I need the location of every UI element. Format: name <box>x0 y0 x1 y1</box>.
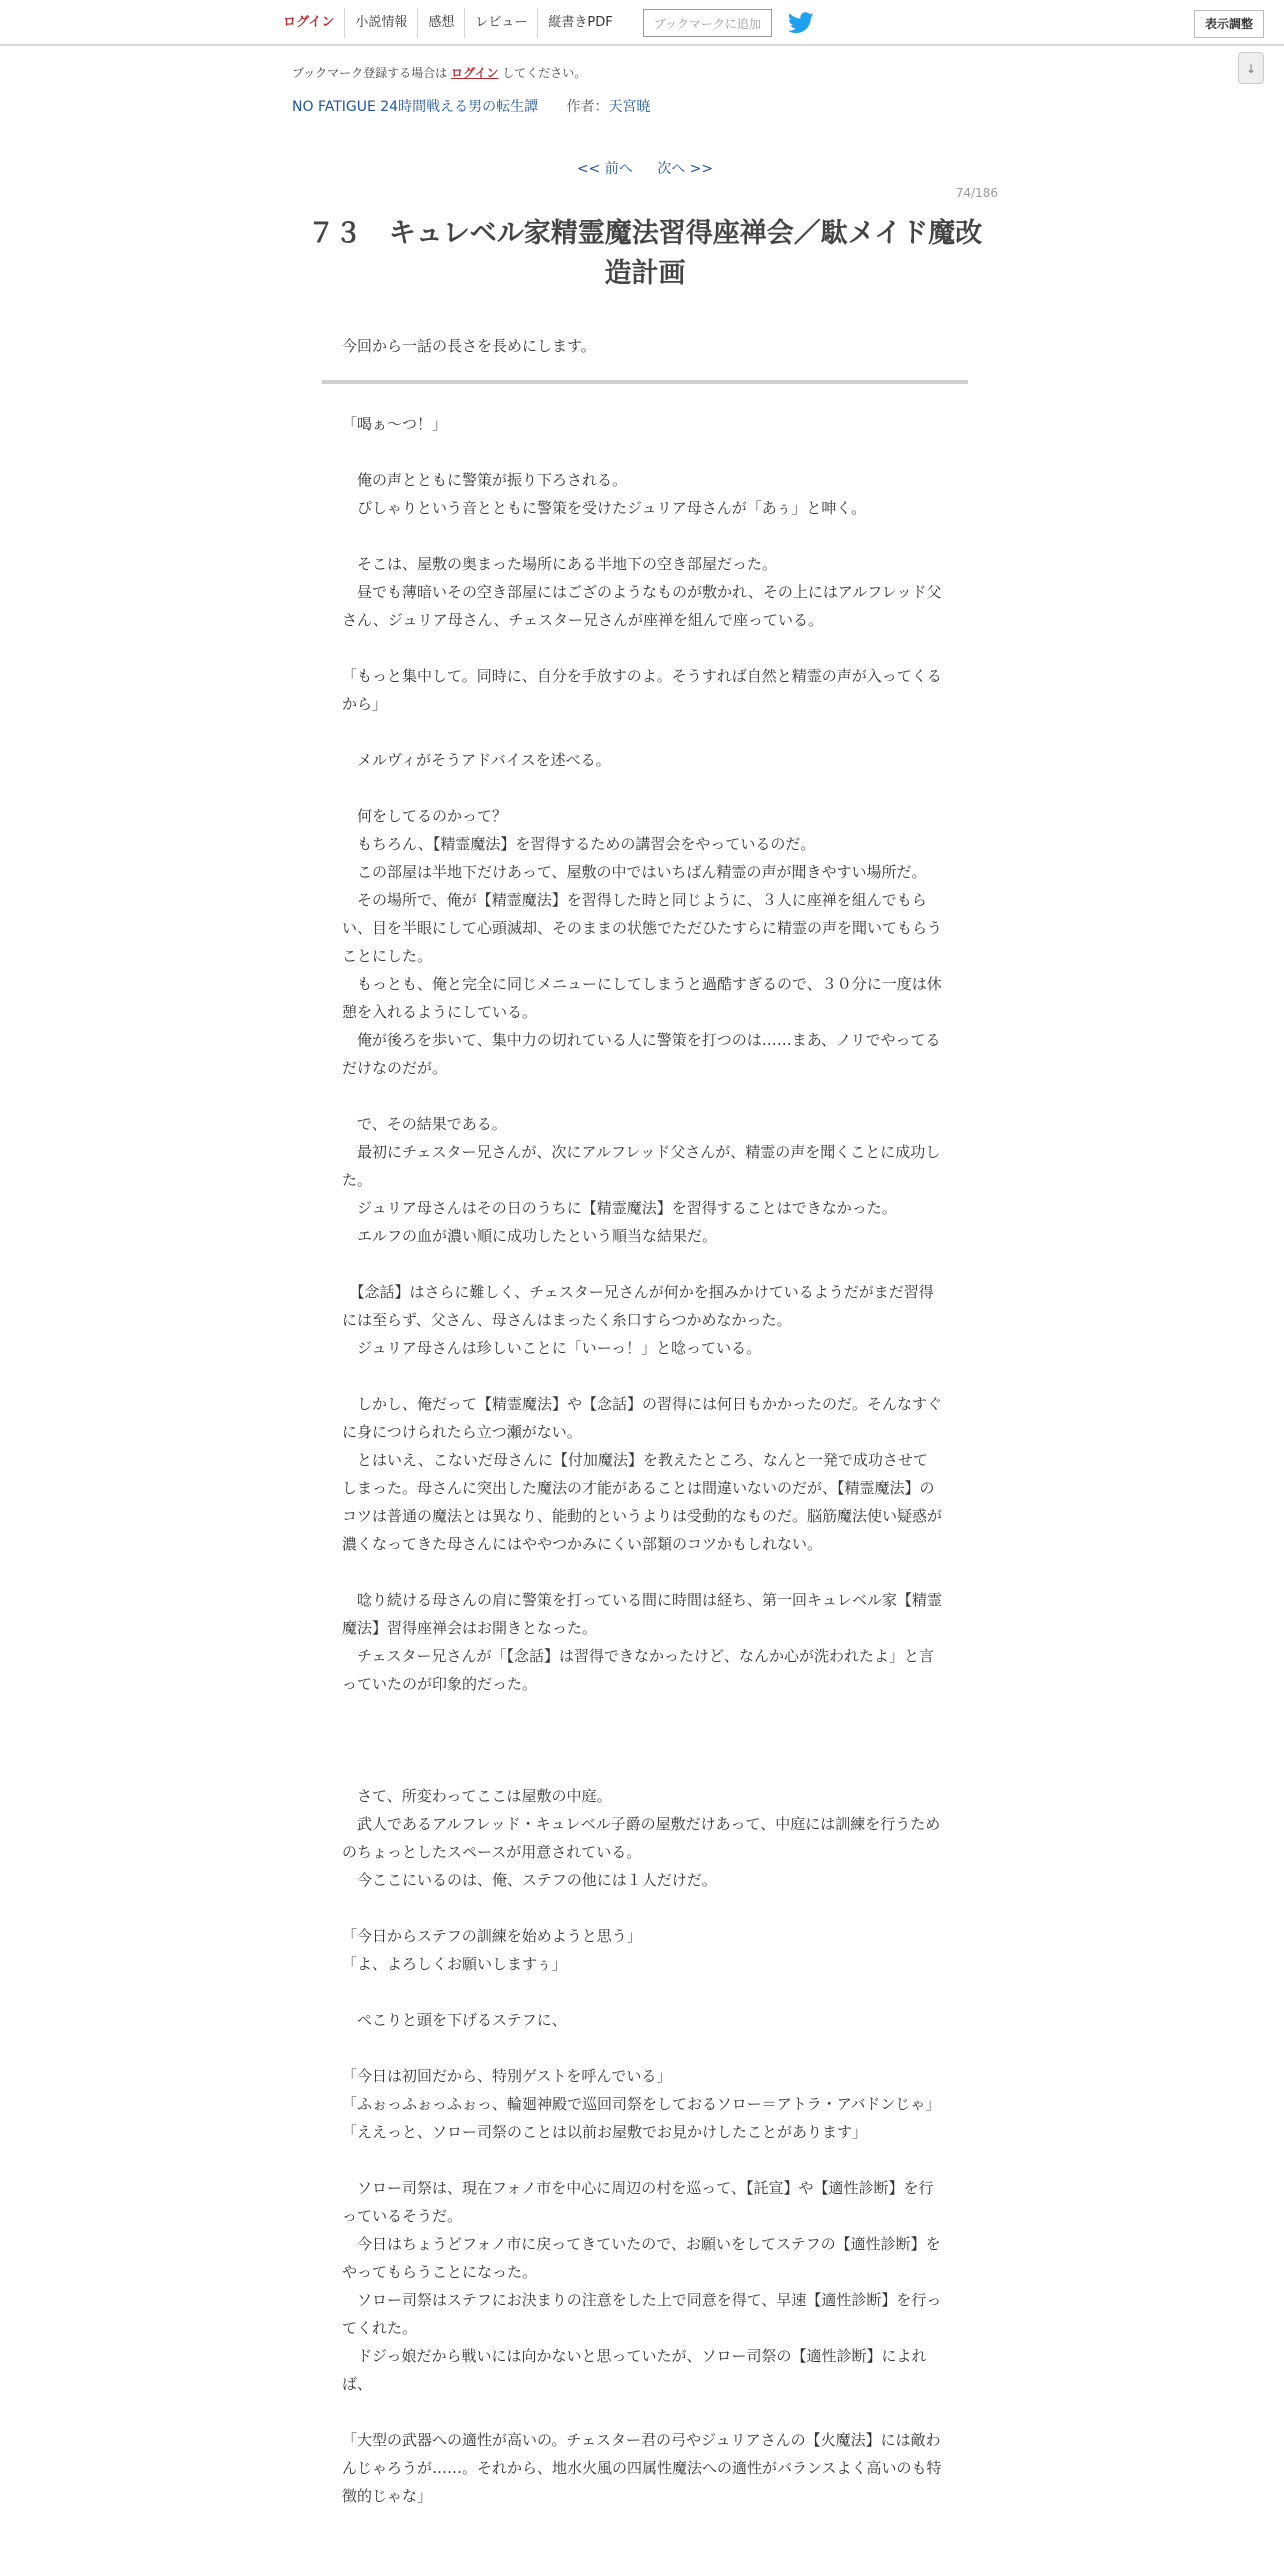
body-paragraph: 「もっと集中して。同時に、自分を手放すのよ。そうすれば自然と精霊の声が入ってくるから」 <box>342 667 942 713</box>
body-paragraph: もちろん、【精霊魔法】を習得するための講習会をやっているのだ。 <box>342 835 816 853</box>
impressions-link[interactable]: 感想 <box>417 8 464 38</box>
next-chapter-link[interactable]: 次へ >> <box>657 161 714 177</box>
body-paragraph <box>342 1754 942 1782</box>
series-title-link[interactable]: NO FATIGUE 24時間戦える男の転生譚 <box>292 99 539 115</box>
body-paragraph: さて、所変わってここは屋敷の中庭。 <box>342 1787 612 1805</box>
body-paragraph: ジュリア母さんはその日のうちに【精霊魔法】を習得することはできなかった。 <box>342 1199 897 1217</box>
body-paragraph <box>342 1362 942 1390</box>
body-paragraph: 武人であるアルフレッド・キュレベル子爵の屋敷だけあって、中庭には訓練を行うためのちょっとしたスペースが用意されている。 <box>342 1815 941 1861</box>
author-link[interactable]: 天宮暁 <box>608 99 651 115</box>
body-paragraph <box>342 1082 942 1110</box>
chapter-title: ７３ キュレベル家精霊魔法習得座禅会／駄メイド魔改造計画 <box>307 218 983 289</box>
body-paragraph: 何をしてるのかって？ <box>342 807 508 825</box>
body-paragraph: 「今日からステフの訓練を始めようと思う」 <box>342 1927 642 1945</box>
body-paragraph: 今日はちょうどフォノ市に戻ってきていたので、お願いをしてステフの【適性診断】をやってもらうことになった。 <box>342 2235 941 2281</box>
notice-prefix: ブックマーク登録する場合は <box>292 66 448 80</box>
vertical-pdf-link[interactable]: 縦書きPDF <box>537 8 622 38</box>
body-paragraph: 「喝ぁ～つ！」 <box>342 415 448 433</box>
series-info <box>292 96 998 116</box>
body-paragraph: とはいえ、こないだ母さんに【付加魔法】を教えたところ、なんと一発で成功させてしまった。母さんに突出した魔法の才能があることは間違いないのだが、【精霊魔法】のコツは普通の魔法とは異なり、能動的というよりは受動的なものだ。脳筋魔法使い疑惑が濃くなってきた母さんにはややつかみにくい部類のコツかもしれない。 <box>342 1451 943 1553</box>
body-paragraph <box>342 2034 942 2062</box>
body-paragraph: もっとも、俺と完全に同じメニューにしてしまうと過酷すぎるので、３０分に一度は休憩を入れるようにしている。 <box>342 975 942 1021</box>
body-paragraph: その場所で、俺が【精霊魔法】を習得した時と同じように、３人に座禅を組んでもらい、目を半眼にして心頭滅却、そのままの状態でただひたすらに精霊の声を聞いてもらうことにした。 <box>342 891 943 965</box>
body-paragraph: 唸り続ける母さんの肩に警策を打っている間に時間は経ち、第一回キュレベル家【精霊魔法】習得座禅会はお開きとなった。 <box>342 1591 943 1637</box>
author-label: 作者： <box>566 99 609 115</box>
notice-login-link[interactable]: ログイン <box>451 66 499 80</box>
body-paragraph: で、その結果である。 <box>342 1115 507 1133</box>
body-paragraph <box>342 718 942 746</box>
body-paragraph <box>342 2146 942 2174</box>
body-paragraph <box>342 522 942 550</box>
body-paragraph: 昼でも薄暗いその空き部屋にはござのようなものが敷かれ、その上にはアルフレッド父さん、ジュリア母さん、チェスター兄さんが座禅を組んで座っている。 <box>342 583 942 629</box>
body-paragraph <box>342 1726 942 1754</box>
review-link[interactable]: レビュー <box>464 8 537 38</box>
preface-divider <box>322 380 968 384</box>
notice-suffix: してください。 <box>502 66 587 80</box>
body-paragraph <box>342 1894 942 1922</box>
nav-list <box>273 8 814 38</box>
prev-chapter-link[interactable]: << 前へ <box>576 161 633 177</box>
novel-info-link[interactable]: 小説情報 <box>344 8 417 38</box>
novel-body <box>342 410 942 2510</box>
body-paragraph: 俺の声とともに警策が振り下ろされる。 <box>342 471 628 489</box>
body-paragraph: 「よ、よろしくお願いしますぅ」 <box>342 1955 567 1973</box>
body-paragraph <box>342 774 942 802</box>
chapter-pager <box>292 158 998 178</box>
page-number: 74/186 <box>955 186 998 200</box>
body-paragraph: 「今日は初回だから、特別ゲストを呼んでいる」 <box>342 2067 672 2085</box>
body-paragraph: しかし、俺だって【精霊魔法】や【念話】の習得には何日もかかったのだ。そんなすぐに身につけられたら立つ瀬がない。 <box>342 1395 943 1441</box>
scroll-down-button[interactable]: ↓ <box>1238 52 1264 84</box>
body-paragraph <box>342 1698 942 1726</box>
body-paragraph: 俺が後ろを歩いて、集中力の切れている人に警策を打つのは……まあ、ノリでやってるだけなのだが。 <box>342 1031 941 1077</box>
body-paragraph: メルヴィがそうアドバイスを述べる。 <box>342 751 611 769</box>
body-paragraph: 「ええっと、ソロー司祭のことは以前お屋敷でお見かけしたことがあります」 <box>342 2123 868 2141</box>
body-paragraph <box>342 1558 942 1586</box>
body-paragraph: ジュリア母さんは珍しいことに「いーっ！」と唸っている。 <box>342 1339 762 1357</box>
body-paragraph: 「ふぉっふぉっふぉっ、輪廻神殿で巡回司祭をしておるソロー＝アトラ・アバドンじゃ」 <box>342 2095 941 2113</box>
main-content <box>292 46 998 2510</box>
twitter-bird-icon[interactable] <box>788 12 814 34</box>
body-paragraph: そこは、屋敷の奥まった場所にある半地下の空き部屋だった。 <box>342 555 778 573</box>
body-paragraph <box>342 1250 942 1278</box>
body-paragraph: 最初にチェスター兄さんが、次にアルフレッド父さんが、精霊の声を聞くことに成功した。 <box>342 1143 941 1189</box>
body-paragraph: 「大型の武器への適性が高いの。チェスター君の弓やジュリアさんの【火魔法】には敵わんじゃろうが……。それから、地水火風の四属性魔法への適性がバランスよく高いのも特徴的じゃな」 <box>342 2431 942 2505</box>
body-paragraph: ぺこりと頭を下げるステフに、 <box>342 2011 567 2029</box>
body-paragraph: エルフの血が濃い順に成功したという順当な結果だ。 <box>342 1227 718 1245</box>
preface-text: 今回から一話の長さを長めにします。 <box>342 337 596 355</box>
body-paragraph <box>342 2398 942 2426</box>
body-paragraph <box>342 438 942 466</box>
body-paragraph: 【念話】はさらに難しく、チェスター兄さんが何かを掴みかけているようだがまだ習得には至らず、父さん、母さんはまったく糸口すらつかめなかった。 <box>342 1283 934 1329</box>
add-bookmark-button[interactable]: ブックマークに追加 <box>643 9 772 37</box>
top-navigation-bar <box>0 0 1284 46</box>
login-notice <box>292 64 998 82</box>
body-paragraph: ソロー司祭は、現在フォノ市を中心に周辺の村を巡って、【託宣】や【適性診断】を行っているそうだ。 <box>342 2179 934 2225</box>
login-link[interactable]: ログイン <box>283 15 335 30</box>
body-paragraph: ぴしゃりという音とともに警策を受けたジュリア母さんが「あぅ」と呻く。 <box>342 499 867 517</box>
body-paragraph: ソロー司祭はステフにお決まりの注意をした上で同意を得て、早速【適性診断】を行ってくれた。 <box>342 2291 942 2337</box>
display-settings-button[interactable]: 表示調整 <box>1194 10 1264 38</box>
body-paragraph: 今ここにいるのは、俺、ステフの他には１人だけだ。 <box>342 1871 717 1889</box>
body-paragraph: ドジっ娘だから戦いには向かないと思っていたが、ソロー司祭の【適性診断】によれば、 <box>342 2347 927 2393</box>
body-paragraph <box>342 1978 942 2006</box>
body-paragraph: この部屋は半地下だけあって、屋敷の中ではいちばん精霊の声が聞きやすい場所だ。 <box>342 863 927 881</box>
body-paragraph <box>342 634 942 662</box>
body-paragraph: チェスター兄さんが「【念話】は習得できなかったけど、なんか心が洗われたよ」と言っていたのが印象的だった。 <box>342 1647 935 1693</box>
